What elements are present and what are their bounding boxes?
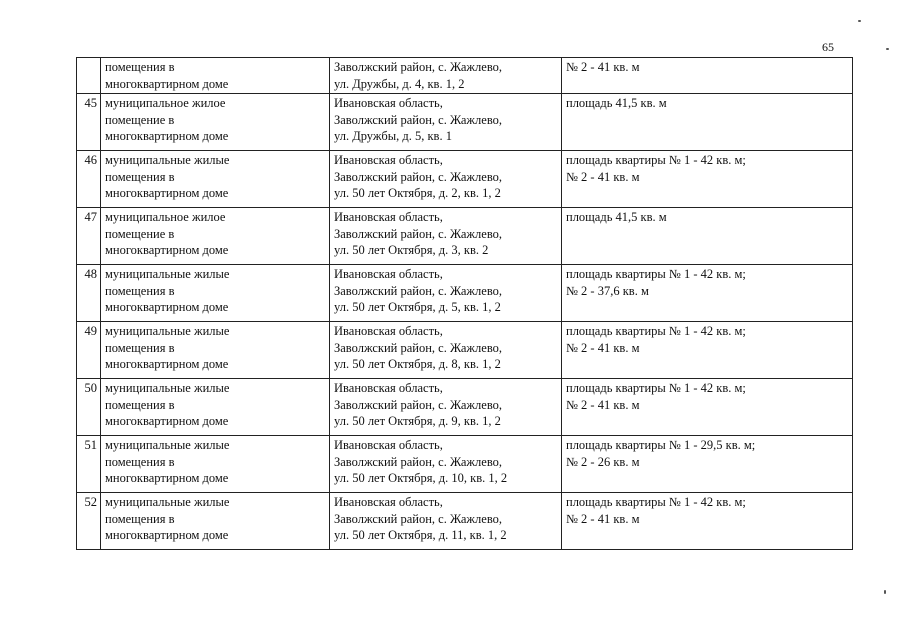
property-name: помещения в многоквартирном доме [101, 58, 330, 94]
property-address: Ивановская область, Заволжский район, с. Жажлево, ул. 50 лет Октября, д. 9, кв. 1, 2 [330, 379, 562, 436]
property-address: Ивановская область, Заволжский район, с. Жажлево, ул. 50 лет Октября, д. 11, кв. 1, 2 [330, 493, 562, 550]
table-row [77, 265, 853, 322]
property-name: муниципальное жилое помещение в многоквартирном доме [101, 208, 330, 265]
property-area: площадь 41,5 кв. м [562, 94, 853, 151]
table-row [77, 58, 853, 94]
property-address: Ивановская область, Заволжский район, с. Жажлево, ул. 50 лет Октября, д. 2, кв. 1, 2 [330, 151, 562, 208]
property-name: муниципальные жилые помещения в многоквартирном доме [101, 493, 330, 550]
property-area: площадь квартиры № 1 - 42 кв. м; № 2 - 41 кв. м [562, 322, 853, 379]
property-address: Ивановская область, Заволжский район, с. Жажлево, ул. Дружбы, д. 5, кв. 1 [330, 94, 562, 151]
row-number: 45 [77, 94, 101, 151]
property-area: площадь квартиры № 1 - 29,5 кв. м; № 2 - 26 кв. м [562, 436, 853, 493]
page-number: 65 [822, 40, 834, 54]
property-address: Ивановская область, Заволжский район, с. Жажлево, ул. 50 лет Октября, д. 10, кв. 1, 2 [330, 436, 562, 493]
table-row [77, 379, 853, 436]
row-number: 48 [77, 265, 101, 322]
property-area: площадь квартиры № 1 - 42 кв. м; № 2 - 41 кв. м [562, 493, 853, 550]
property-name: муниципальные жилые помещения в многоквартирном доме [101, 322, 330, 379]
row-number [77, 58, 101, 94]
property-name: муниципальное жилое помещение в многоквартирном доме [101, 94, 330, 151]
row-number: 51 [77, 436, 101, 493]
table-row [77, 436, 853, 493]
property-area: № 2 - 41 кв. м [562, 58, 853, 94]
property-name: муниципальные жилые помещения в многоквартирном доме [101, 151, 330, 208]
table-row [77, 322, 853, 379]
row-number: 47 [77, 208, 101, 265]
row-number: 50 [77, 379, 101, 436]
property-name: муниципальные жилые помещения в многоквартирном доме [101, 436, 330, 493]
scan-speck [884, 590, 886, 594]
property-address: Ивановская область, Заволжский район, с. Жажлево, ул. 50 лет Октября, д. 8, кв. 1, 2 [330, 322, 562, 379]
table-row [77, 493, 853, 550]
property-area: площадь квартиры № 1 - 42 кв. м; № 2 - 41 кв. м [562, 379, 853, 436]
property-name: муниципальные жилые помещения в многоквартирном доме [101, 379, 330, 436]
property-address: Ивановская область, Заволжский район, с. Жажлево, ул. 50 лет Октября, д. 3, кв. 2 [330, 208, 562, 265]
property-area: площадь 41,5 кв. м [562, 208, 853, 265]
table-row [77, 208, 853, 265]
table-row [77, 94, 853, 151]
table-row [77, 151, 853, 208]
row-number: 52 [77, 493, 101, 550]
property-area: площадь квартиры № 1 - 42 кв. м; № 2 - 41 кв. м [562, 151, 853, 208]
property-table [76, 57, 853, 550]
property-address: Заволжский район, с. Жажлево, ул. Дружбы, д. 4, кв. 1, 2 [330, 58, 562, 94]
property-address: Ивановская область, Заволжский район, с. Жажлево, ул. 50 лет Октября, д. 5, кв. 1, 2 [330, 265, 562, 322]
property-name: муниципальные жилые помещения в многоквартирном доме [101, 265, 330, 322]
scan-speck [858, 20, 861, 22]
property-area: площадь квартиры № 1 - 42 кв. м; № 2 - 37,6 кв. м [562, 265, 853, 322]
row-number: 49 [77, 322, 101, 379]
row-number: 46 [77, 151, 101, 208]
scan-speck [886, 48, 889, 50]
